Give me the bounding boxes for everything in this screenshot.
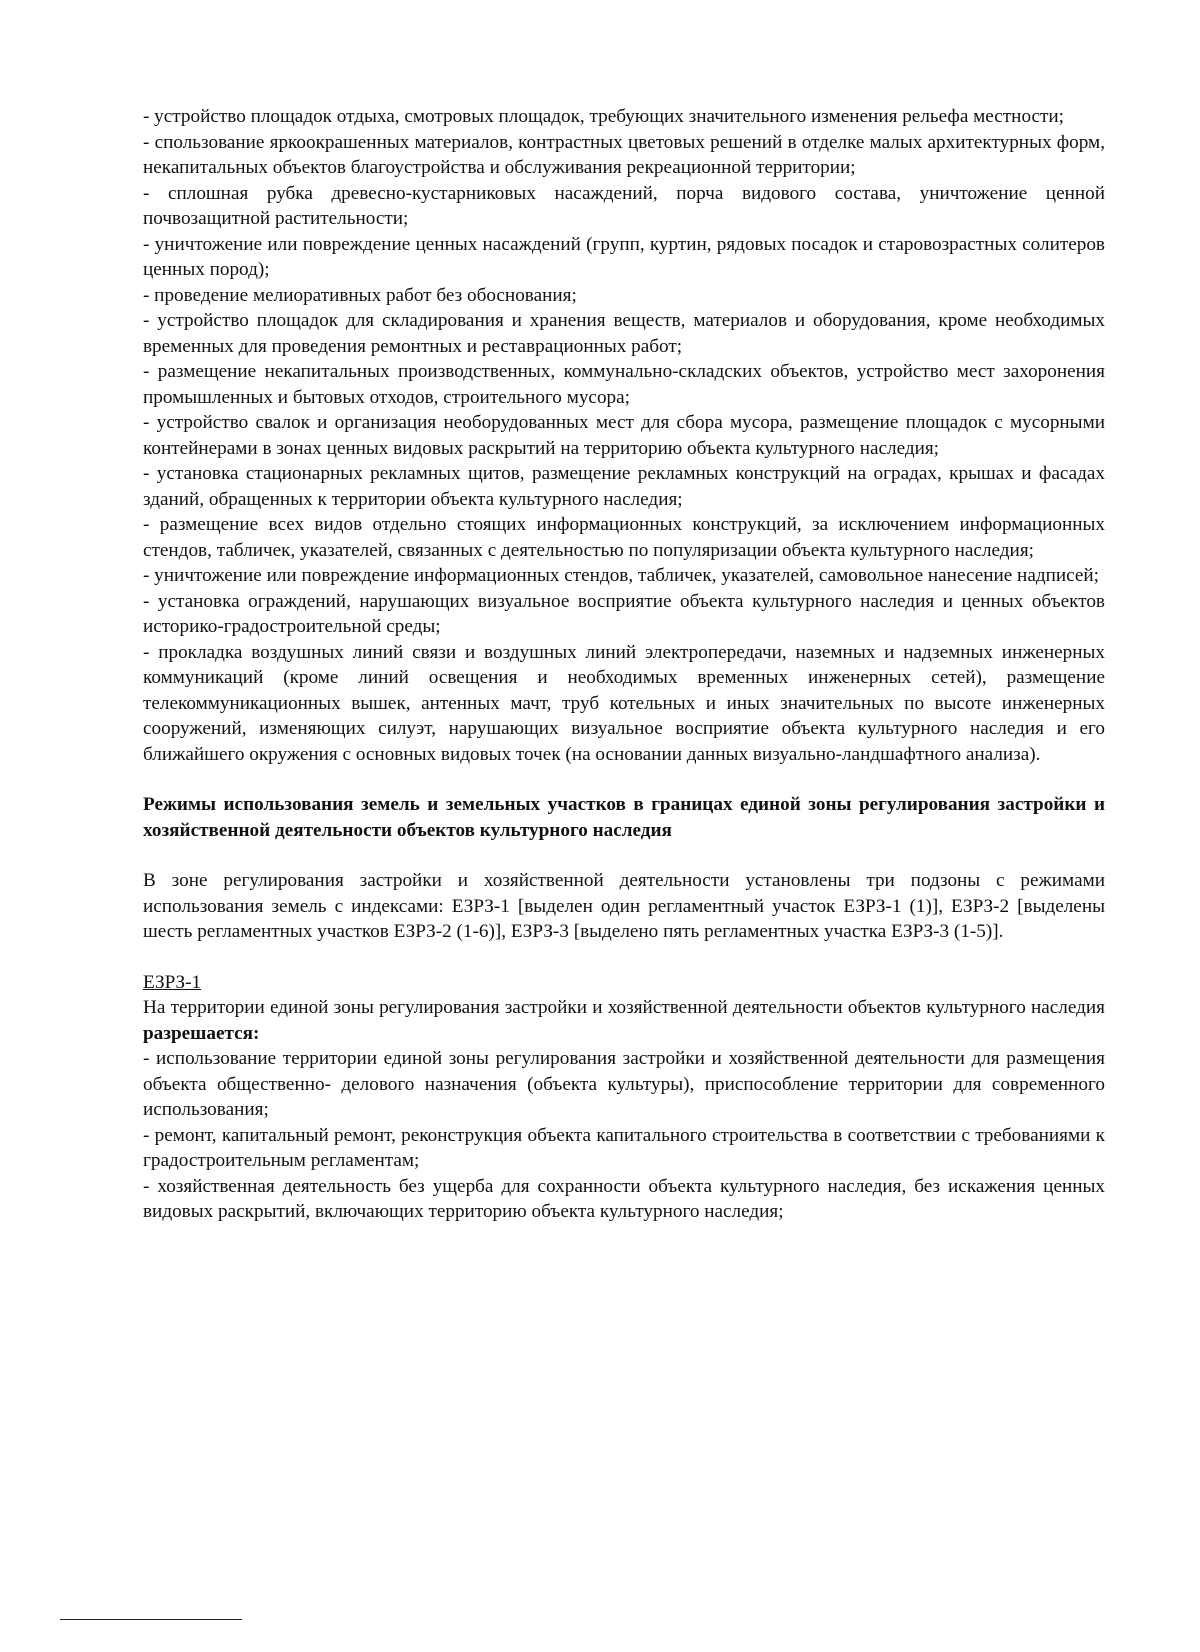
list-item: - прокладка воздушных линий связи и воздушных линий электропередачи, наземных и надземных инженерных коммуникаций (кроме линий освещения и необходимых временных инженерных сетей), размещение телекоммуникационных вышек, антенных мачт, труб котельных и иных значительных по высоте инженерных сооружений, изменяющих силуэт, нарушающих визуальное восприятие объекта культурного наследия и его ближайшего окружения с основных видовых точек (на основании данных визуально-ландшафтного анализа). (143, 641, 1105, 765)
list-item: - устройство свалок и организация необорудованных мест для сбора мусора, размещение площадок с мусорными контейнерами в зонах ценных видовых раскрытий на территорию объекта культурного наследия; (143, 412, 1105, 459)
list-item: - сплошная рубка древесно-кустарниковых насаждений, порча видового состава, уничтожение ценной почвозащитной растительности; (143, 182, 1105, 229)
list-item: - установка стационарных рекламных щитов, размещение рекламных конструкций на оградах, крышах и фасадах зданий, обращенных к территории объекта культурного наследия; (143, 463, 1105, 510)
list-item: - размещение некапитальных производственных, коммунально-складских объектов, устройство мест захоронения промышленных и бытовых отходов, строительного мусора; (143, 361, 1105, 408)
list-item: - ремонт, капитальный ремонт, реконструкция объекта капитального строительства в соответствии с требованиями к градостроительным регламентам; (143, 1124, 1105, 1171)
list-item: - спользование яркоокрашенных материалов, контрастных цветовых решений в отделке малых архитектурных форм, некапитальных объектов благоустройства и обслуживания рекреационной территории; (143, 131, 1105, 178)
subzone-lead (143, 995, 1105, 1046)
document-page (143, 104, 1105, 1225)
allowed-list (143, 1046, 1105, 1225)
list-item: - установка ограждений, нарушающих визуальное восприятие объекта культурного наследия и ценных объектов историко-градостроительной среды; (143, 590, 1105, 637)
list-item: - устройство площадок для складирования и хранения веществ, материалов и оборудования, кроме необходимых временных для проведения ремонтных и реставрационных работ; (143, 310, 1105, 357)
intro-paragraph: В зоне регулирования застройки и хозяйственной деятельности установлены три подзоны с режимами использования земель с индексами: ЕЗРЗ-1 [выделен один регламентный участок ЕЗРЗ-1 (1)], ЕЗРЗ-2 [выделены шесть регламентных участков ЕЗРЗ-2 (1-6)], ЕЗРЗ-3 [выделено пять регламентных участка ЕЗРЗ-3 (1-5)]. (143, 870, 1105, 942)
list-item: - уничтожение или повреждение информационных стендов, табличек, указателей, самовольное нанесение надписей; (143, 565, 1100, 586)
subzone-lead-text: На территории единой зоны регулирования застройки и хозяйственной деятельности объектов культурного наследия (143, 997, 1105, 1018)
subzone-lead-bold: разрешается: (143, 1022, 260, 1044)
footnote-divider (60, 1619, 242, 1620)
list-item: - хозяйственная деятельность без ущерба для сохранности объекта культурного наследия, без искажения ценных видовых раскрытий, включающих территорию объекта культурного наследия; (143, 1175, 1105, 1222)
list-item: - использование территории единой зоны регулирования застройки и хозяйственной деятельности для размещения объекта общественно- делового назначения (объекта культуры), приспособление территории для современного использования; (143, 1048, 1105, 1120)
list-item: - размещение всех видов отдельно стоящих информационных конструкций, за исключением информационных стендов, табличек, указателей, связанных с деятельностью по популяризации объекта культурного наследия; (143, 514, 1105, 561)
subzone-label: ЕЗРЗ-1 (143, 971, 202, 993)
list-item: - уничтожение или повреждение ценных насаждений (групп, куртин, рядовых посадок и старовозрастных солитеров ценных пород); (143, 233, 1105, 280)
prohibited-list (143, 104, 1105, 767)
list-item: - устройство площадок отдыха, смотровых площадок, требующих значительного изменения рельефа местности; (143, 106, 1065, 127)
list-item: - проведение мелиоративных работ без обоснования; (143, 284, 577, 306)
section-heading: Режимы использования земель и земельных участков в границах единой зоны регулирования застройки и хозяйственной деятельности объектов культурного наследия (143, 794, 1105, 841)
